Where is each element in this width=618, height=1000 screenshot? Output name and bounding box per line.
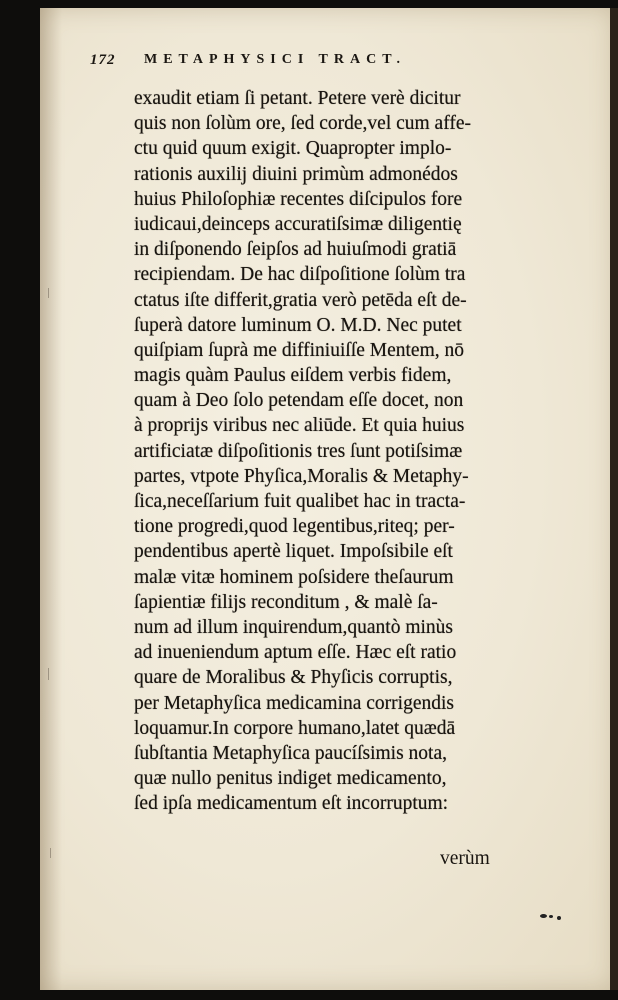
body-text [134,86,574,816]
text-line: pendentibus apertè liquet. Impoſsibile eſt [134,541,453,563]
text-line: iudicaui,deinceps accuratiſsimæ diligentię [134,213,462,235]
gutter-shadow [40,8,62,990]
text-line: rationis auxilij diuini primùm admonédos [134,163,458,185]
margin-mark [48,668,49,680]
text-line: exaudit etiam ſi petant. Petere verè dicitur [134,88,461,109]
text-line: huius Philoſophiæ recentes diſcipulos fore [134,188,463,210]
margin-mark [48,288,49,298]
page-number: 172 [90,52,116,68]
text-line: quis non ſolùm ore, ſed corde,vel cum affe- [134,113,471,135]
text-line: ctu quid quum exigit. Quapropter implo- [134,138,452,160]
text-line: recipiendam. De hac diſpoſitione ſolùm tra [134,264,466,286]
text-line: loquamur.In corpore humano,latet quædā [134,717,456,739]
text-line: ad inueniendum aptum eſſe. Hæc eſt ratio [134,642,457,664]
text-line: ſuperà datore luminum O. M.D. Nec putet [134,314,462,336]
text-line: in diſponendo ſeipſos ad huiuſmodi gratiā [134,239,457,261]
text-line: partes, vtpote Phyſica,Moralis & Metaphy- [134,465,469,487]
text-line: ſed ipſa medicamentum eſt incorruptum: [134,793,449,815]
text-line: magis quàm Paulus eiſdem verbis fidem, [134,365,452,387]
margin-mark [50,848,51,858]
text-line: quam à Deo ſolo petendam eſſe docet, non [134,390,464,412]
text-line: malæ vitæ hominem poſsidere theſaurum [134,566,454,588]
running-head [90,50,530,74]
text-line: ſapientiæ filijs reconditum , & malè ſa- [134,591,438,613]
text-line: ſica,neceſſarium fuit qualibet hac in tracta- [134,491,466,512]
text-line: num ad illum inquirendum,quantò minùs [134,616,454,638]
running-title: METAPHYSICI TRACT. [144,52,407,67]
ink-speck [540,912,564,920]
text-line: quæ nullo penitus indiget medicamento, [134,768,447,790]
text-line: per Metaphyſica medicamina corrigendis [134,692,454,714]
page-edge [610,8,618,990]
text-line: à proprijs viribus nec aliūde. Et quia huius [134,415,465,437]
catchword: verùm [440,848,490,869]
text-line: quiſpiam ſuprà me diffiniuiſſe Mentem, nō [134,339,464,361]
text-line: ctatus iſte differit,gratia verò petēda eſt de- [134,289,467,311]
text-line: artificiatæ diſpoſitionis tres ſunt potiſsimæ [134,440,463,462]
text-line: ſubſtantia Metaphyſica paucíſsimis nota, [134,742,448,764]
text-line: quare de Moralibus & Phyſicis corruptis, [134,667,453,689]
text-line: tione progredi,quod legentibus,riteq; per- [134,516,455,538]
